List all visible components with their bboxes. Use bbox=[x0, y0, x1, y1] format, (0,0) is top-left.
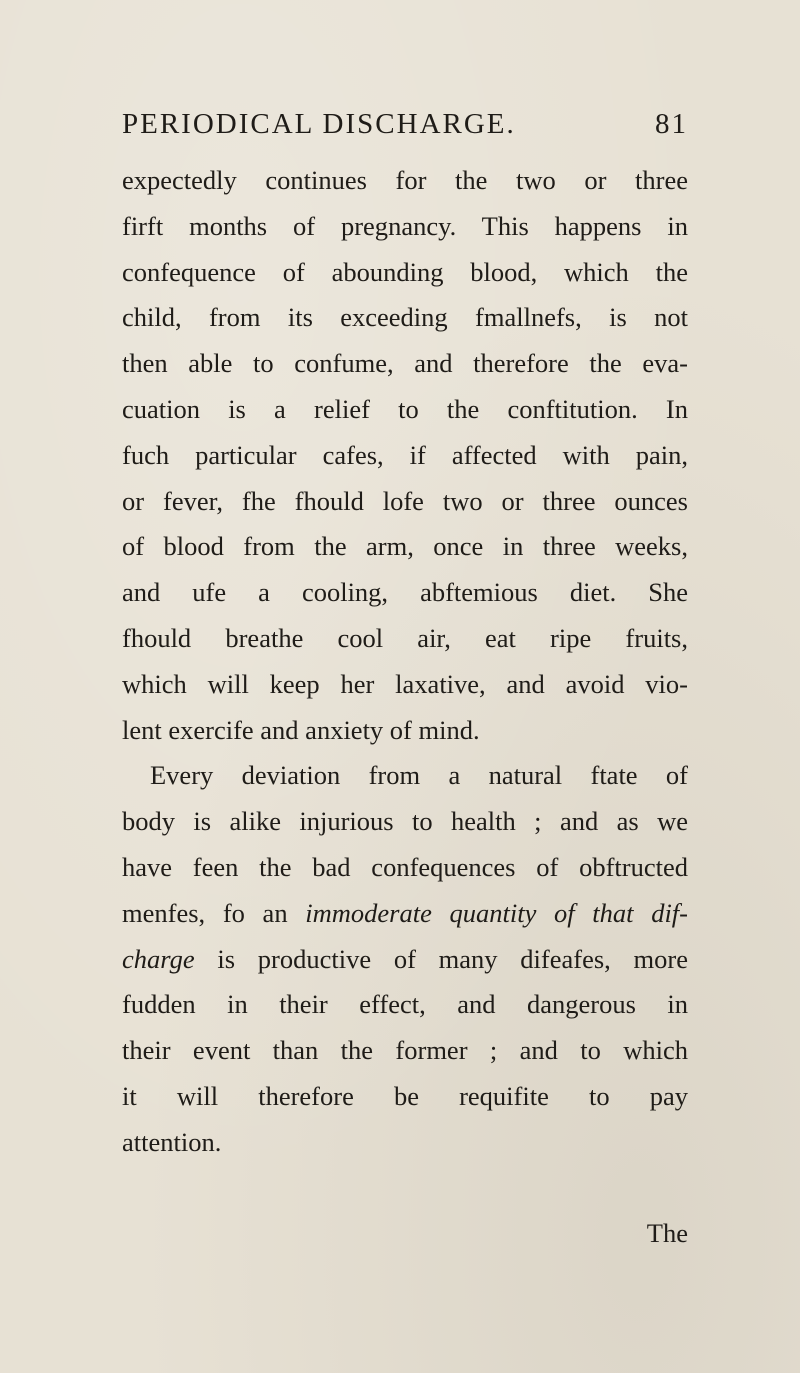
page-number: 81 bbox=[655, 108, 688, 140]
text-line: child, from its exceeding fmallnefs, is not bbox=[122, 302, 688, 333]
text-line-mixed bbox=[122, 891, 688, 937]
text-line: firft months of pregnancy. This happens in bbox=[122, 210, 688, 241]
text-line: or fever, fhe fhould lofe two or three ounces bbox=[122, 485, 688, 516]
running-title: PERIODICAL DISCHARGE. bbox=[122, 108, 516, 140]
text-span: is productive of many difeafes, more bbox=[217, 943, 688, 974]
text-line: it will therefore be requifite to pay bbox=[122, 1080, 688, 1111]
text-line: lent exercife and anxiety of mind. bbox=[122, 714, 480, 745]
catchword: The bbox=[646, 1218, 688, 1248]
italic-span: immoderate quantity of that dif- bbox=[305, 897, 688, 928]
italic-span: charge bbox=[122, 943, 195, 974]
text-line: Every deviation from a natural ftate of bbox=[150, 760, 688, 791]
text-line: and ufe a cooling, abftemious diet. She bbox=[122, 577, 688, 608]
text-line: of blood from the arm, once in three weeks, bbox=[122, 531, 688, 562]
text-span: menfes, fo an bbox=[122, 897, 288, 928]
text-line: have feen the bad confequences of obftructed bbox=[122, 851, 688, 882]
text-line: then able to confume, and therefore the eva- bbox=[122, 348, 688, 379]
text-line: their event than the former ; and to which bbox=[122, 1035, 688, 1066]
running-head bbox=[122, 108, 688, 148]
text-line-mixed bbox=[122, 937, 688, 983]
text-line: fhould breathe cool air, eat ripe fruits, bbox=[122, 622, 688, 653]
text-line: fudden in their effect, and dangerous in bbox=[122, 989, 688, 1020]
text-line: expectedly continues for the two or three bbox=[122, 165, 688, 195]
text-line: body is alike injurious to health ; and as we bbox=[122, 806, 688, 837]
text-line: cuation is a relief to the conftitution. In bbox=[122, 393, 688, 424]
text-line: attention. bbox=[122, 1126, 222, 1157]
text-line: fuch particular cafes, if affected with pain, bbox=[122, 439, 688, 470]
text-line: confequence of abounding blood, which the bbox=[122, 256, 688, 287]
body-text bbox=[122, 158, 688, 1166]
text-line: which will keep her laxative, and avoid vio- bbox=[122, 668, 688, 699]
